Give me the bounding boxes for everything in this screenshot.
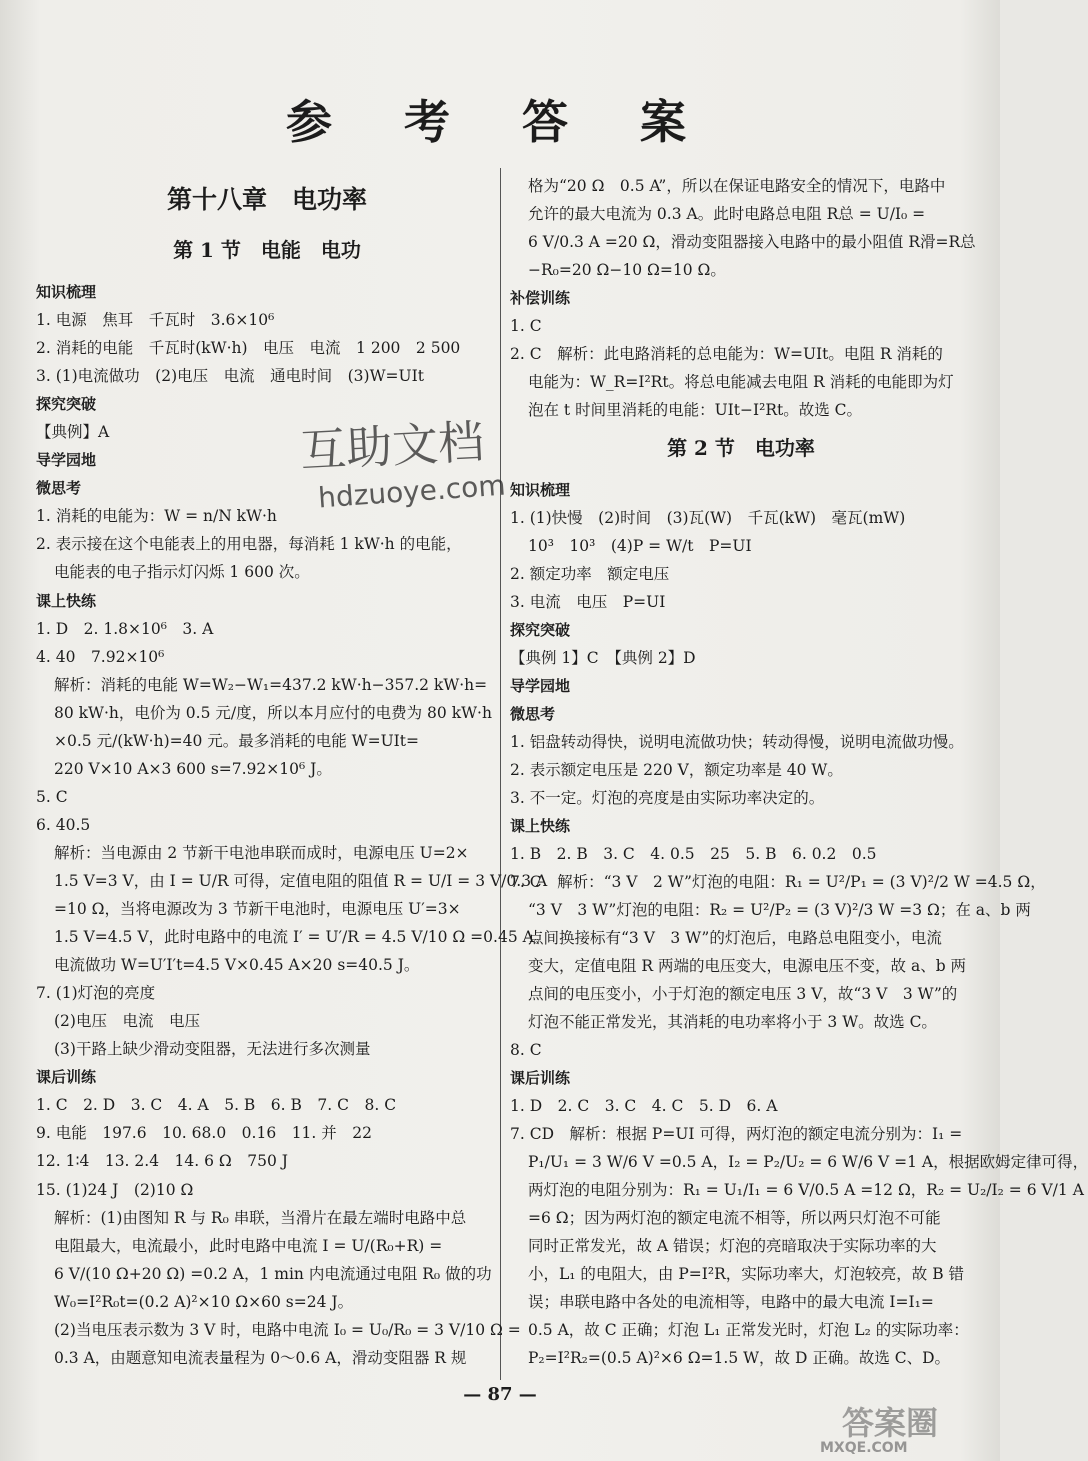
answer-line: 9. 电能 197.6 10. 68.0 0.16 11. 并 22 bbox=[36, 1124, 372, 1143]
answer-line: 点间换接标有“3 V 3 W”的灯泡后，电路总电阻变小，电流 bbox=[528, 929, 942, 947]
answer-line: 2. 表示接在这个电能表上的用电器，每消耗 1 kW·h 的电能， bbox=[36, 535, 462, 554]
answer-line: 1. 消耗的电能为：W = n/N kW·h bbox=[36, 507, 277, 526]
answer-line: P₂=I²R₂=(0.5 A)²×6 Ω=1.5 W，故 D 正确。故选 C、D。 bbox=[528, 1349, 951, 1367]
watermark-url: hdzuoye.com bbox=[317, 468, 507, 515]
answer-line: 1. 铝盘转动得快，说明电流做功快；转动得慢，说明电流做功慢。 bbox=[510, 733, 964, 751]
answer-line: 80 kW·h，电价为 0.5 元/度，所以本月应付的电费为 80 kW·h bbox=[54, 703, 492, 722]
answer-line: 8. C bbox=[510, 1041, 542, 1059]
answer-line: 2. 额定功率 额定电压 bbox=[510, 565, 670, 583]
answer-line: 【典例 1】C 【典例 2】D bbox=[510, 649, 696, 667]
answer-line: 1. D 2. 1.8×10⁶ 3. A bbox=[36, 619, 214, 638]
answer-line: −R₀=20 Ω−10 Ω=10 Ω。 bbox=[528, 261, 726, 279]
answer-line: 2. C 解析：此电路消耗的总电能为：W=UIt。电阻 R 消耗的 bbox=[510, 345, 943, 363]
subsection-label: 微思考 bbox=[510, 705, 556, 723]
answer-line: 1. B 2. B 3. C 4. 0.5 25 5. B 6. 0.2 0.5 bbox=[510, 845, 877, 863]
answer-line: 两灯泡的电阻分别为：R₁ = U₁/I₁ = 6 V/0.5 A =12 Ω，R₂ = U₂/I₂ = 6 V/1 A bbox=[528, 1181, 1084, 1199]
subsection-label: 课上快练 bbox=[510, 817, 571, 835]
answer-line: 7. CD 解析：根据 P=UI 可得，两灯泡的额定电流分别为：I₁ = bbox=[510, 1125, 963, 1143]
answer-line: 解析：消耗的电能 W=W₂−W₁=437.2 kW·h−357.2 kW·h= bbox=[54, 675, 488, 694]
answer-line: (2)电压 电流 电压 bbox=[54, 1012, 200, 1031]
answer-line: 4. 40 7.92×10⁶ bbox=[36, 647, 165, 666]
answer-line: 解析：(1)由图知 R 与 R₀ 串联，当滑片在最左端时电路中总 bbox=[54, 1208, 467, 1227]
answer-line: 12. 1∶4 13. 2.4 14. 6 Ω 750 J bbox=[36, 1152, 289, 1171]
answer-line: 1. 电源 焦耳 千瓦时 3.6×10⁶ bbox=[36, 311, 275, 330]
subsection-label: 知识梳理 bbox=[36, 283, 97, 301]
answer-line: 解析：当电源由 2 节新干电池串联而成时，电源电压 U=2× bbox=[54, 843, 469, 862]
answer-line: 1.5 V=3 V，由 I = U/R 可得，定值电阻的阻值 R = U/I = 3 V/0.3 A bbox=[54, 871, 548, 890]
answer-line: 5. C bbox=[36, 787, 68, 806]
answer-line: 1. C 2. D 3. C 4. A 5. B 6. B 7. C 8. C bbox=[36, 1096, 397, 1115]
answer-line: 电阻最大，电流最小，此时电路中电流 I = U/(R₀+R) = bbox=[54, 1236, 443, 1255]
answer-line: P₁/U₁ = 3 W/6 V =0.5 A，I₂ = P₂/U₂ = 6 W/6 V =1 A，根据欧姆定律可得， bbox=[528, 1153, 1088, 1171]
answer-line: =10 Ω，当将电源改为 3 节新干电池时，电源电压 U′=3× bbox=[54, 900, 461, 919]
answer-line: 6 V/(10 Ω+20 Ω) =0.2 A，1 min 内电流通过电阻 R₀ 做的功 bbox=[54, 1264, 492, 1283]
answer-line: 【典例】A bbox=[36, 423, 110, 442]
answer-line: 0.3 A，由题意知电流表量程为 0～0.6 A，滑动变阻器 R 规 bbox=[54, 1348, 467, 1367]
answer-line: 小，L₁ 的电阻大，由 P=I²R，实际功率大，灯泡较亮，故 B 错 bbox=[528, 1265, 965, 1283]
answer-line: 泡在 t 时间里消耗的电能：UIt−I²Rt。故选 C。 bbox=[528, 401, 863, 419]
section-heading: 第 1 节 电能 电功 bbox=[173, 238, 361, 262]
subsection-label: 探究突破 bbox=[36, 395, 97, 414]
watermark-logo: 答案圈 bbox=[842, 1404, 939, 1442]
answer-line: 2. 消耗的电能 千瓦时(kW·h) 电压 电流 1 200 2 500 bbox=[36, 339, 461, 358]
answer-line: =6 Ω；因为两灯泡的额定电流不相等，所以两只灯泡不可能 bbox=[528, 1209, 941, 1227]
answer-line: 3. (1)电流做功 (2)电压 电流 通电时间 (3)W=UIt bbox=[36, 367, 424, 386]
section-heading: 第 2 节 电功率 bbox=[667, 436, 815, 460]
answer-line: 1. D 2. C 3. C 4. C 5. D 6. A bbox=[510, 1097, 778, 1115]
subsection-label: 课后训练 bbox=[510, 1069, 571, 1087]
subsection-label: 知识梳理 bbox=[510, 481, 571, 499]
page-number: — 87 — bbox=[463, 1384, 537, 1405]
subsection-label: 探究突破 bbox=[510, 621, 571, 639]
answer-line: 电流做功 W=U′I′t=4.5 V×0.45 A×20 s=40.5 J。 bbox=[54, 956, 420, 975]
answer-line: 7. (1)灯泡的亮度 bbox=[36, 984, 156, 1003]
answer-line: 1.5 V=4.5 V，此时电路中的电流 I′ = U′/R = 4.5 V/10 Ω =0.45 A。 bbox=[54, 928, 550, 947]
answer-line: 7. C 解析：“3 V 2 W”灯泡的电阻：R₁ = U²/P₁ = (3 V)²/2 W =4.5 Ω， bbox=[510, 873, 1046, 891]
subsection-label: 导学园地 bbox=[36, 451, 97, 470]
subsection-label: 导学园地 bbox=[510, 677, 571, 695]
page-title: 参 考 答 案 bbox=[285, 95, 715, 149]
subsection-label: 补偿训练 bbox=[510, 289, 571, 307]
answer-line: 同时正常发光，故 A 错误；灯泡的亮暗取决于实际功率的大 bbox=[528, 1237, 937, 1255]
answer-line: (2)当电压表示数为 3 V 时，电路中电流 I₀ = U₀/R₀ = 3 V/10 Ω = bbox=[54, 1320, 521, 1339]
answer-line: 电能为：W_R=I²Rt。将总电能减去电阻 R 消耗的电能即为灯 bbox=[528, 373, 954, 391]
subsection-label: 课后训练 bbox=[36, 1068, 97, 1087]
answer-line: “3 V 3 W”灯泡的电阻：R₂ = U²/P₂ = (3 V)²/3 W =3 Ω；在 a、b 两 bbox=[528, 901, 1031, 919]
answer-line: 点间的电压变小，小于灯泡的额定电压 3 V，故“3 V 3 W”的 bbox=[528, 985, 958, 1003]
answer-line: 误；串联电路中各处的电流相等，电路中的最大电流 I=I₁= bbox=[528, 1293, 934, 1311]
answer-line: 1. (1)快慢 (2)时间 (3)瓦(W) 千瓦(kW) 毫瓦(mW) bbox=[510, 509, 906, 527]
right-column bbox=[510, 172, 1088, 1372]
subsection-label: 课上快练 bbox=[36, 591, 97, 610]
subsection-label: 微思考 bbox=[36, 479, 82, 498]
answer-line: 3. 不一定。灯泡的亮度是由实际功率决定的。 bbox=[510, 789, 825, 807]
answer-line: 220 V×10 A×3 600 s=7.92×10⁶ J。 bbox=[54, 759, 332, 778]
answer-line: 变大，定值电阻 R 两端的电压变大，电源电压不变，故 a、b 两 bbox=[528, 957, 967, 975]
answer-line: 0.5 A，故 C 正确；灯泡 L₁ 正常发光时，灯泡 L₂ 的实际功率： bbox=[528, 1321, 969, 1339]
answer-line: ×0.5 元/(kW·h)=40 元。最多消耗的电能 W=UIt= bbox=[54, 731, 420, 750]
column-divider bbox=[500, 168, 501, 1380]
answer-line: 电能表的电子指示灯闪烁 1 600 次。 bbox=[54, 563, 310, 582]
answer-line: 3. 电流 电压 P=UI bbox=[510, 593, 666, 611]
answer-line: 6 V/0.3 A =20 Ω，滑动变阻器接入电路中的最小阻值 R滑=R总 bbox=[528, 233, 976, 251]
answer-line: 6. 40.5 bbox=[36, 815, 91, 834]
answer-line: 2. 表示额定电压是 220 V，额定功率是 40 W。 bbox=[510, 761, 843, 779]
watermark-handwritten: 互助文档 bbox=[298, 414, 486, 478]
answer-line: 灯泡不能正常发光，其消耗的电功率将小于 3 W。故选 C。 bbox=[528, 1013, 937, 1031]
answer-line: 格为“20 Ω 0.5 A”，所以在保证电路安全的情况下，电路中 bbox=[528, 177, 946, 195]
answer-line: 10³ 10³ (4)P = W/t P=UI bbox=[528, 537, 752, 555]
answer-line: 15. (1)24 J (2)10 Ω bbox=[36, 1180, 194, 1199]
watermark-logo-url: MXQE.COM bbox=[820, 1440, 908, 1456]
answer-line: 允许的最大电流为 0.3 A。此时电路总电阻 R总 = U/I₀ = bbox=[528, 205, 926, 223]
answer-line: (3)干路上缺少滑动变阻器，无法进行多次测量 bbox=[54, 1040, 371, 1059]
answer-line: 1. C bbox=[510, 317, 542, 335]
chapter-heading: 第十八章 电功率 bbox=[166, 185, 367, 214]
answer-line: W₀=I²R₀t=(0.2 A)²×10 Ω×60 s=24 J。 bbox=[54, 1292, 354, 1311]
